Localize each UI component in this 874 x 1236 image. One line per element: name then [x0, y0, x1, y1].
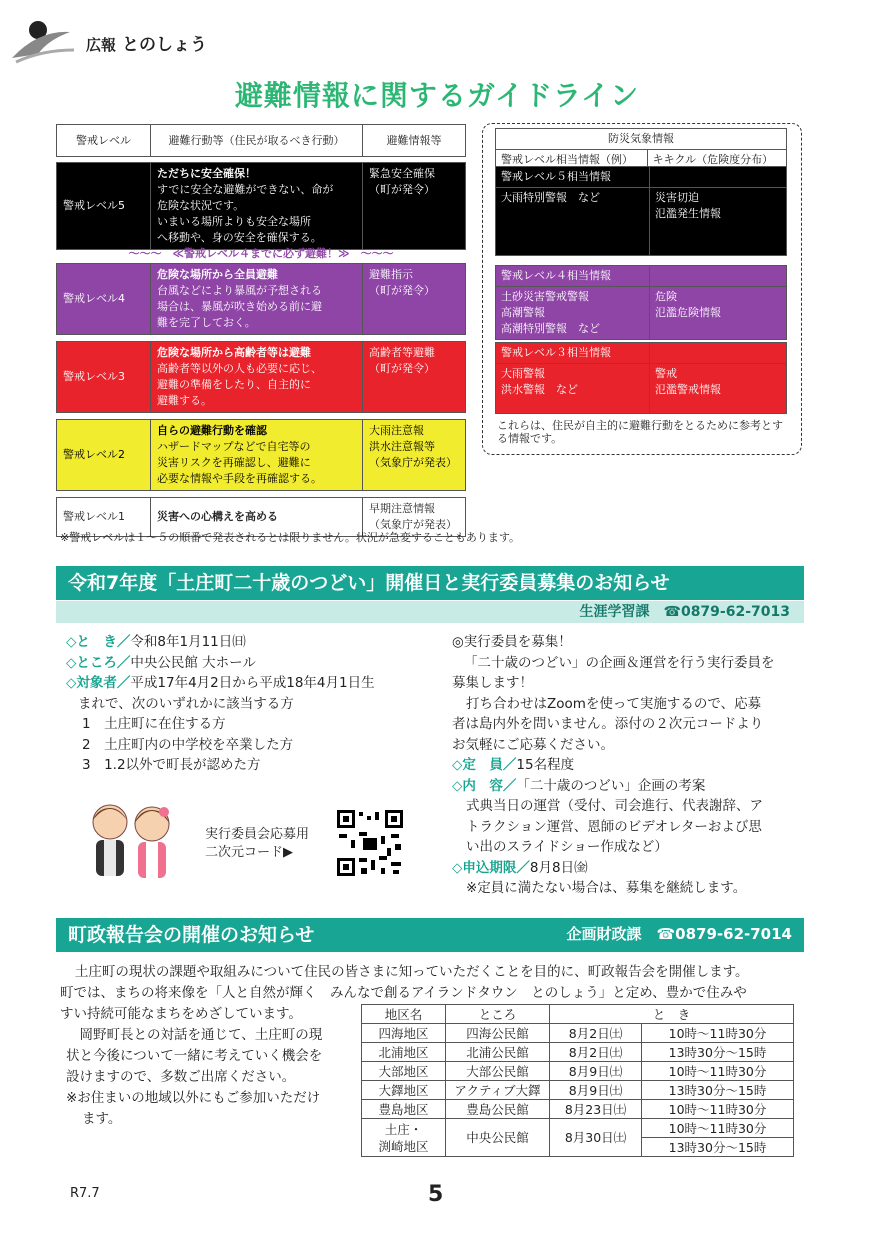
table-row: 土庄・ 渕崎地区 中央公民館 8月30日㈯ 10時～11時30分 [362, 1119, 794, 1138]
page-title: 避難情報に関するガイドライン [234, 79, 640, 112]
event-details: ◇と き／令和8年1月11日㈰ ◇ところ／中央公民館 大ホール ◇対象者／平成17年4月2日から平成18年4月1日生 まれで、次のいずれかに該当する方 1 土庄町に在住する方 2 土庄町内の中学校を卒業した方 3 1.2以外で町長が認めた方 [66, 634, 375, 773]
level5-row: 警戒レベル5 ただちに安全確保！ すでに安全な避難ができない、命が 危険な状況です。 いまいる場所よりも安全な場所 へ移動や、身の安全を確保する。 緊急安全確保 （町が発令） [57, 163, 466, 250]
guideline-note: ※警戒レベルは１～５の順番で発表されるとは限りません。状況が急変することもあります。 [60, 531, 520, 544]
section-dept-twenty: 生涯学習課 ☎0879-62-7013 [56, 601, 804, 623]
level4-row: 警戒レベル4 危険な場所から全員避難 台風などにより暴風が予想される 場合は、暴風が吹き始める前に避 難を完了しておく。 避難指示 （町が発令） [57, 264, 466, 335]
evacuate-banner: ～～～ ≪警戒レベル４までに必ず避難！≫ ～～～ [128, 247, 394, 260]
section-title-twenty: 令和7年度「土庄町二十歳のつどい」開催日と実行委員募集のお知らせ [56, 566, 804, 600]
page-number: 5 [428, 1182, 444, 1207]
col-header: 警戒レベル [57, 125, 151, 157]
publication-name: 広報 とのしょう [86, 35, 208, 55]
report-body: 土庄町の現状の課題や取組みについて住民の皆さまに知っていただくことを目的に、町政報告会を開催します。 町では、まちの将来像を「人と自然が輝く みんなで創るアイランドタウン とのしょう」と定め、豊かで住みや すい持続可能なまちをめざしています。 [60, 964, 749, 1022]
level2-row: 警戒レベル2 自らの避難行動を確認 ハザードマップなどで自宅等の 災害リスクを再確認し、避難に 必要な情報や手段を再確認する。 大雨注意報 洪水注意報等 （気象庁が発表） [57, 420, 466, 491]
table-row: 13時30分～15時 [362, 1138, 794, 1157]
section-dept-report: 企画財政課 ☎0879-62-7014 [566, 925, 792, 943]
section-title-report: 町政報告会の開催のお知らせ [56, 918, 804, 952]
table-row: 四海地区 四海公民館 8月2日㈯ 10時～11時30分 [362, 1024, 794, 1043]
committee-recruit: ◎実行委員を募集！ 「二十歳のつどい」の企画＆運営を行う実行委員を 募集します！ 打ち合わせはZoomを使って実施するので、応募 者は島内外を問いません。添付の２次元コードより お気軽にご応募ください。 ◇定 員／15名程度 ◇内 容／「二十歳のつどい」企画の考案 式典当日の運営（受付、司会進行、代表謝辞、ア トラクション運営、恩師のビデオレターおよび思 い出のスライドショー作成など） ◇申込期限／8月8日㈮ ※定員に満たない場合は、募集を継続します。 [452, 634, 775, 896]
weather-l3: 警戒レベル３相当情報 大雨警報 洪水警報 など 警戒 氾濫警戒情報 [495, 342, 787, 414]
weather-l5: 警戒レベル５相当情報 大雨特別警報 など 災害切迫 氾濫発生情報 [495, 166, 787, 256]
col-header: 避難情報等 [363, 125, 466, 157]
level3-row: 警戒レベル3 危険な場所から高齢者等は避難 高齢者等以外の人も必要に応じ、 避難の準備をしたり、自主的に 避難する。 高齢者等避難 （町が発令） [57, 342, 466, 413]
weather-note: これらは、住民が自主的に避難行動をとるために参考とする情報です。 [497, 419, 783, 445]
kids-illustration [84, 792, 178, 882]
schedule-table: 地区名 ところ と き 四海地区 四海公民館 8月2日㈯ 10時～11時30分 北浦地区 北浦公民館 8月2日㈯ 13時30分～15時 大部地区 大部公民館 8月9日㈯ 10時～11時30分 大鐸地区 アクティブ大鐸 8月9日㈯ 13時30分～15時 豊島地区 豊島公民館 8月23日㈯ 10時～11時30分 土庄・ 渕崎地区 中央公民館 8月30日㈯ 10時～11時30分 13時30分～15時 [361, 1004, 794, 1157]
table-row: 豊島地区 豊島公民館 8月23日㈯ 10時～11時30分 [362, 1100, 794, 1119]
level1-row: 警戒レベル1 災害への心構えを高める 早期注意情報 （気象庁が発表） [57, 498, 466, 537]
report-note: 岡野町長との対話を通じて、土庄町の現 状と今後について一緒に考えていく機会を 設けますので、多数ご出席ください。 ※お住まいの地域以外にもご参加いただけ ます。 [66, 1027, 323, 1127]
issue-label: R7.7 [70, 1186, 100, 1201]
qr-code-icon[interactable] [335, 808, 405, 878]
qr-label: 実行委員会応募用 二次元コード▶ [205, 827, 310, 860]
weather-table: 防災気象情報 警戒レベル相当情報（例） キキクル（危険度分布） [495, 128, 787, 171]
table-row: 北浦地区 北浦公民館 8月2日㈯ 13時30分～15時 [362, 1043, 794, 1062]
guideline-table [56, 124, 466, 537]
weather-l4: 警戒レベル４相当情報 土砂災害警戒警報 高潮警報 高潮特別警報 など 危険 氾濫危険情報 [495, 265, 787, 340]
table-row: 大鐸地区 アクティブ大鐸 8月9日㈯ 13時30分～15時 [362, 1081, 794, 1100]
logo-icon [8, 10, 78, 70]
table-row: 大部地区 大部公民館 8月9日㈯ 10時～11時30分 [362, 1062, 794, 1081]
col-header: 避難行動等（住民が取るべき行動） [151, 125, 363, 157]
